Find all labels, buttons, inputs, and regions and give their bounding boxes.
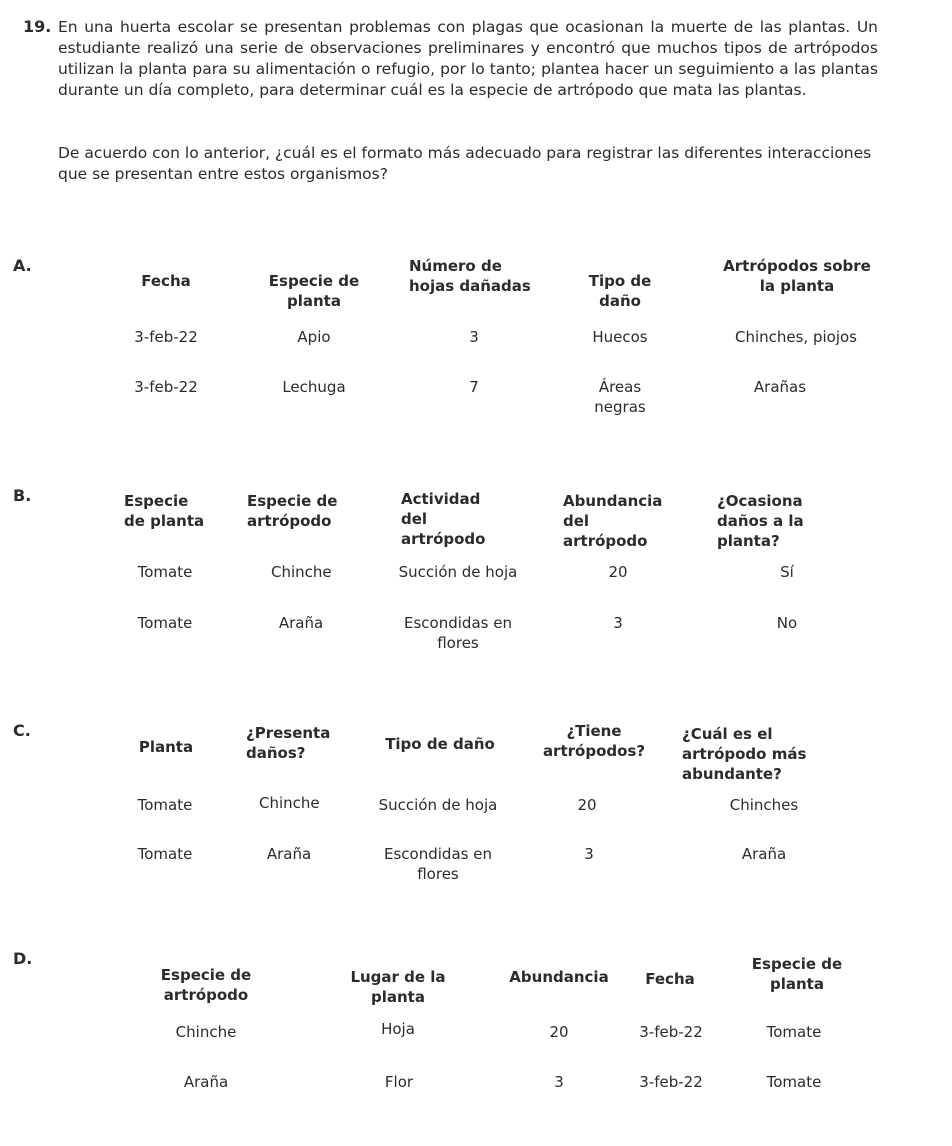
table-b-cell: Tomate xyxy=(137,563,193,581)
table-b-cell: No xyxy=(776,614,798,632)
table-c-header: Planta xyxy=(138,738,194,756)
option-d-label[interactable]: D. xyxy=(13,949,33,968)
table-b-cell: 20 xyxy=(608,563,628,581)
table-b-cell: Chinche xyxy=(271,563,332,581)
table-a-cell: 7 xyxy=(469,378,479,396)
table-b-header: Especie de planta xyxy=(124,492,205,530)
table-d-header: Fecha xyxy=(645,970,695,988)
table-c-header: ¿Tiene artrópodos? xyxy=(542,722,646,760)
table-d-cell: 3 xyxy=(554,1073,564,1091)
table-a-header: Tipo de daño xyxy=(588,272,652,310)
table-a-cell: 3-feb-22 xyxy=(134,328,198,346)
table-a-header: Fecha xyxy=(141,272,191,290)
table-a-cell: Chinches, piojos xyxy=(734,328,857,346)
table-a-cell: Huecos xyxy=(592,328,648,346)
table-c-cell: Tomate xyxy=(137,796,193,814)
option-c-label[interactable]: C. xyxy=(13,721,31,740)
table-d-header: Lugar de la planta xyxy=(350,968,446,1006)
table-a-cell: 3-feb-22 xyxy=(134,378,198,396)
table-b-cell: Sí xyxy=(780,563,794,581)
table-d-cell: 3-feb-22 xyxy=(639,1073,703,1091)
table-a-cell: Lechuga xyxy=(282,378,346,396)
table-b-header: ¿Ocasiona daños a la planta? xyxy=(717,492,804,550)
option-a-label[interactable]: A. xyxy=(13,256,32,275)
table-a-cell: Apio xyxy=(297,328,331,346)
table-b-cell: Escondidas en flores xyxy=(404,614,512,652)
table-d-header: Especie de planta xyxy=(751,955,843,993)
table-d-cell: Flor xyxy=(384,1073,414,1091)
table-b-header: Especie de artrópodo xyxy=(247,492,338,530)
table-c-header: Tipo de daño xyxy=(385,735,495,753)
table-d-cell: Araña xyxy=(183,1073,229,1091)
table-b-header: Actividad del artrópodo xyxy=(401,490,486,548)
question-number: 19. xyxy=(23,17,52,36)
table-a-header: Especie de planta xyxy=(268,272,360,310)
option-b-label[interactable]: B. xyxy=(13,486,32,505)
table-d-cell: Tomate xyxy=(766,1023,822,1041)
table-c-cell: 3 xyxy=(584,845,594,863)
table-b-cell: Succión de hoja xyxy=(398,563,518,581)
table-d-cell: 3-feb-22 xyxy=(639,1023,703,1041)
table-c-cell: Chinches xyxy=(729,796,799,814)
table-c-cell: Araña xyxy=(266,845,312,863)
question-stem: En una huerta escolar se presentan problemas con plagas que ocasionan la muerte de las plantas. Un estudiante realizó una serie de observaciones preliminares y encontró que muchos tipos de artrópodos utilizan la planta para su alimentación o refugio, por lo tanto; plantea hacer un seguimiento a las plantas durante un día completo, para determinar cuál es la especie de artrópodo que mata las plantas. xyxy=(58,18,878,99)
table-d-cell: Chinche xyxy=(175,1023,237,1041)
table-a-header: Número de hojas dañadas xyxy=(409,257,531,295)
table-a-cell: Arañas xyxy=(753,378,807,396)
table-c-header: ¿Cuál es el artrópodo más abundante? xyxy=(682,725,807,783)
table-d-header: Especie de artrópodo xyxy=(160,966,252,1004)
table-a-header: Artrópodos sobre la planta xyxy=(723,257,871,295)
table-b-cell: Araña xyxy=(278,614,324,632)
table-c-cell: 20 xyxy=(577,796,597,814)
table-b-cell: Tomate xyxy=(137,614,193,632)
table-c-cell: Succión de hoja xyxy=(378,796,498,814)
table-d-header: Abundancia xyxy=(509,968,609,986)
table-d-cell: 20 xyxy=(549,1023,569,1041)
table-c-cell: Escondidas en flores xyxy=(384,845,492,883)
table-a-cell: 3 xyxy=(469,328,479,346)
table-b-cell: 3 xyxy=(613,614,623,632)
question-prompt: De acuerdo con lo anterior, ¿cuál es el formato más adecuado para registrar las diferentes interacciones que se presentan entre estos organismos? xyxy=(58,144,872,183)
table-a-cell: Áreas negras xyxy=(594,378,646,416)
table-c-cell: Araña xyxy=(741,845,787,863)
table-c-cell: Chinche xyxy=(259,794,320,812)
table-b-header: Abundancia del artrópodo xyxy=(563,492,663,550)
table-c-header: ¿Presenta daños? xyxy=(246,724,331,762)
table-c-cell: Tomate xyxy=(137,845,193,863)
table-d-cell: Hoja xyxy=(381,1020,415,1038)
table-d-cell: Tomate xyxy=(766,1073,822,1091)
